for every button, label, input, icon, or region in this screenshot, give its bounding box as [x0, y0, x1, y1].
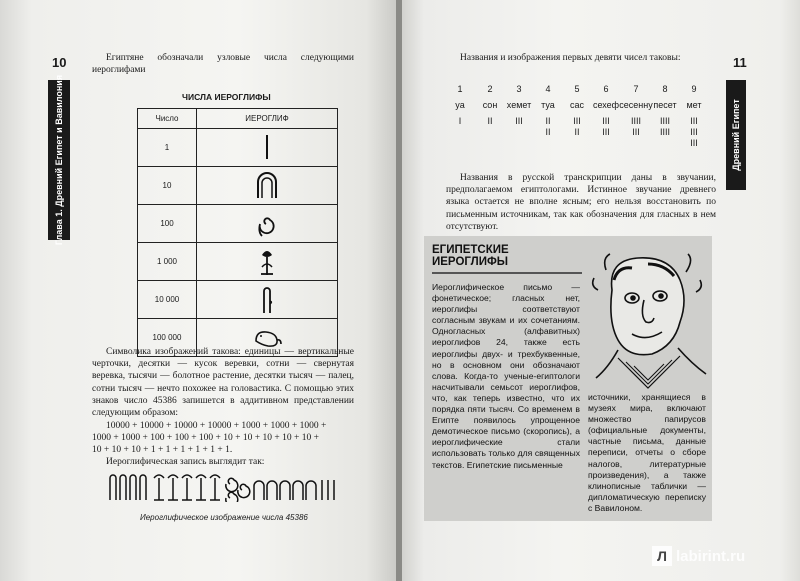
cell-number: 1: [138, 129, 197, 167]
cell-number: 10 000: [138, 281, 197, 319]
stroke-cell: III: [632, 127, 640, 137]
number-cell: 4: [545, 84, 551, 94]
name-cell: сас: [569, 100, 585, 110]
name-cell: хемет: [506, 100, 532, 110]
name-cell: туа: [541, 100, 555, 110]
coiled-rope-icon: [238, 484, 250, 497]
cell-glyph: [197, 243, 338, 281]
coiled-rope-icon: [226, 478, 238, 491]
number-cell: 7: [633, 84, 639, 94]
names-row: [0, 100, 800, 112]
box-title-line: ЕГИПЕТСКИЕ: [432, 244, 509, 256]
box-title-line: ИЕРОГЛИФЫ: [432, 256, 509, 268]
name-cell: уа: [455, 100, 465, 110]
header-number: Число: [138, 109, 197, 129]
cell-number: 10: [138, 167, 197, 205]
box-title: [432, 244, 509, 268]
rope-hobble-icon: [267, 481, 277, 500]
rope-hobble-icon: [254, 481, 264, 500]
numbers-row: [0, 84, 800, 96]
table-title: ЧИСЛА ИЕРОГЛИФЫ: [182, 92, 271, 102]
additive-formula: [92, 420, 354, 456]
stroke-cell: I: [458, 116, 462, 126]
finger-icon: [120, 475, 126, 500]
lotus-plant-icon: [154, 475, 164, 500]
stroke-cell: II: [574, 127, 580, 137]
intro-paragraph: Египтяне обозначали узловые числа следующими иероглифами: [92, 53, 354, 76]
transcription-paragraph: Названия в русской транскрипции даны в звучании, предполагаемом египтологами. Истинное звучание древнего языка остается не вполне ясным; его нельзя восстановить по письменным источникам, так как обозначения для гласных в нем отсутствуют.: [446, 173, 716, 232]
hiero-record-label: Иероглифическая запись выглядит так:: [106, 457, 265, 467]
rope-hobble-icon: [293, 481, 303, 500]
watermark-text: labirint.ru: [676, 548, 746, 565]
header-glyph: ИЕРОГЛИФ: [197, 109, 338, 129]
cell-number: 100 000: [138, 319, 197, 357]
formula-line: 1000 + 1000 + 100 + 100 + 100 + 10 + 10 + 10 + 10 + 10 +: [92, 433, 319, 443]
table-row: [138, 205, 338, 243]
cell-number: 1 000: [138, 243, 197, 281]
chapter-tab-label: Древний Египет: [731, 99, 741, 171]
stroke-cell: II: [545, 116, 551, 126]
rope-hobble-icon: [252, 170, 282, 200]
names-intro: Названия и изображения первых девяти чисел таковы:: [460, 53, 681, 63]
stroke-cell: IIII: [630, 116, 642, 126]
number-cell: 3: [516, 84, 522, 94]
table-row: [138, 243, 338, 281]
stroke-cell: IIII: [659, 127, 671, 137]
figure-caption: Иероглифическое изображение числа 45386: [140, 513, 308, 522]
finger-icon: [255, 283, 279, 315]
scribe-illustration-icon: [588, 250, 708, 390]
name-cell: мет: [686, 100, 702, 110]
cell-number: 100: [138, 205, 197, 243]
box-text-right: источники, хранящиеся в музеях мира, включают множество папирусов (официальные документы, частные письма, данные переписи, отчеты о сборе налогов, литературные произведения), а также клинописные таблички — дипломатическую переписку с Вавилоном.: [588, 392, 706, 513]
finger-icon: [140, 475, 146, 500]
name-cell: сехеф: [592, 100, 620, 110]
labirint-logo-icon: Л: [652, 546, 672, 566]
formula-line: 10000 + 10000 + 10000 + 10000 + 1000 + 1000 + 1000 +: [106, 421, 327, 431]
lotus-plant-icon: [196, 475, 206, 500]
number-cell: 9: [691, 84, 697, 94]
name-cell: сон: [482, 100, 498, 110]
stroke-cell: II: [545, 127, 551, 137]
lotus-plant-icon: [182, 475, 192, 500]
table-row: [138, 167, 338, 205]
chapter-tab-label: Глава 1. Древний Египет и Вавилония: [54, 74, 64, 246]
number-cell: 1: [457, 84, 463, 94]
rope-hobble-icon: [280, 481, 290, 500]
symbolics-paragraph: Символика изображений такова: единицы — вертикальные черточки, десятки — кусок веревки, сотни — свернутая веревка, тысячи — болотное растение, десятки тысяч — палец, сотни тысяч — нечто похожее на головастика. С помощью этих знаков число 45386 запишется в аддитивном представлении следующим образом:: [92, 347, 354, 419]
stroke-cell: III: [690, 116, 698, 126]
page-number-right: 11: [733, 55, 747, 70]
cell-glyph: [197, 281, 338, 319]
stroke-cell: III: [690, 138, 698, 148]
stroke-cell: II: [487, 116, 493, 126]
stroke-cell: III: [602, 127, 610, 137]
page-number-left: 10: [52, 55, 67, 70]
strokes-row: [0, 138, 800, 150]
stroke-cell: III: [602, 116, 610, 126]
stroke-cell: III: [515, 116, 523, 126]
stroke-cell: III: [690, 127, 698, 137]
number-cell: 8: [662, 84, 668, 94]
cell-glyph: [197, 205, 338, 243]
name-cell: сесенну: [619, 100, 653, 110]
stroke-cell: III: [573, 116, 581, 126]
coiled-rope-icon: [252, 208, 282, 238]
lotus-plant-icon: [252, 245, 282, 277]
rope-hobble-icon: [306, 481, 316, 500]
number-45386-hieroglyphs: [108, 470, 348, 502]
number-cell: 5: [574, 84, 580, 94]
number-cell: 6: [603, 84, 609, 94]
box-text-main: Иероглифическое письмо — фонетическое; гласных нет, иероглифы соответствуют согласным звукам и их сочетаниям. Одногласных (алфавитных) иероглифов 24, также есть иероглифы двух- и трехбуквенные, но в основном они обозначают слова. Когда-то ученые-египтологи насчитывали семьсот иероглифов, что, как теперь известно, что их порядка пяти тысяч. Со временем в Египте появилось упрощенное демотическое письмо (скоропись), а иероглифические стали использовать только для священных текстов. Египетские письменные: [432, 282, 580, 470]
number-cell: 2: [487, 84, 493, 94]
table-row: [138, 281, 338, 319]
formula-line: 10 + 10 + 10 + 1 + 1 + 1 + 1 + 1 + 1.: [92, 445, 233, 455]
cell-glyph: [197, 167, 338, 205]
lotus-plant-icon: [210, 475, 220, 500]
finger-icon: [130, 475, 136, 500]
box-title-rule: [432, 272, 582, 274]
lotus-plant-icon: [168, 475, 178, 500]
name-cell: песет: [653, 100, 677, 110]
stroke-cell: IIII: [659, 116, 671, 126]
unit-strokes-icon: [322, 480, 334, 500]
coiled-rope-icon: [226, 492, 238, 502]
finger-icon: [110, 475, 116, 500]
